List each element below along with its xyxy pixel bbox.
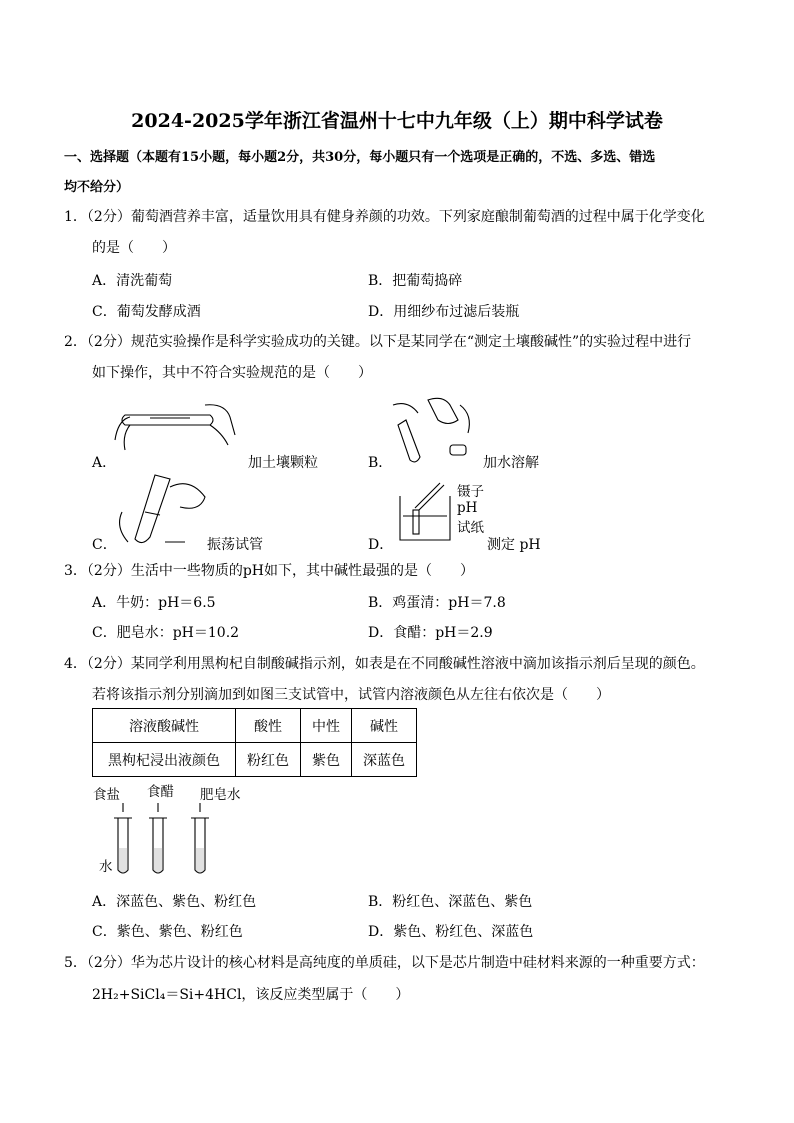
q4-option-c[interactable]: C．紫色、紫色、粉红色 — [92, 924, 243, 940]
tube-label-soap: 肥皂水 — [200, 787, 241, 803]
q3-option-a[interactable]: A．牛奶：pH＝6.5 — [92, 595, 216, 611]
q2-caption-c: 振荡试管 — [207, 537, 263, 553]
water-label: 水 — [99, 859, 113, 875]
section-heading-cont: 均不给分） — [64, 180, 130, 195]
q2-option-d[interactable]: D． — [368, 537, 394, 553]
test-tube-1 — [114, 803, 132, 873]
q1-option-c[interactable]: C．葡萄发酵成酒 — [92, 304, 201, 320]
question-3-stem: 3．（2分）生活中一些物质的pH如下，其中碱性最强的是（ ） — [64, 563, 474, 579]
page-title: 2024-2025学年浙江省温州十七中九年级（上）期中科学试卷 — [131, 110, 663, 132]
q2-caption-d: 测定 pH — [487, 537, 541, 553]
question-1-stem-cont: 的是（ ） — [92, 240, 176, 256]
test-tube-3 — [191, 803, 209, 873]
question-1-stem: 1．（2分）葡萄酒营养丰富，适量饮用具有健身养颜的功效。下列家庭酿制葡萄酒的过程中属于化学变化 — [64, 209, 705, 225]
q2-option-c[interactable]: C． — [92, 537, 117, 553]
add-water-figure — [388, 395, 488, 475]
q2-option-b[interactable]: B． — [368, 455, 393, 471]
tube-label-vinegar: 食醋 — [147, 784, 174, 800]
q3-option-b[interactable]: B．鸡蛋清：pH＝7.8 — [368, 595, 506, 611]
q1-option-a[interactable]: A．清洗葡萄 — [92, 273, 173, 289]
shake-tube-figure — [110, 467, 220, 552]
table-header-cell: 中性 — [301, 709, 352, 743]
q2-caption-a: 加土壤颗粒 — [248, 455, 318, 471]
table-cell: 深蓝色 — [352, 743, 417, 777]
q4-option-a[interactable]: A．深蓝色、紫色、粉红色 — [92, 894, 257, 910]
tweezers-label: 镊子 — [457, 484, 484, 500]
q3-option-c[interactable]: C．肥皂水：pH＝10.2 — [92, 625, 240, 641]
question-4-stem: 4．（2分）某同学利用黑枸杞自制酸碱指示剂，如表是在不同酸碱性溶液中滴加该指示剂后呈现的颜色。 — [64, 656, 705, 672]
ph-label: pH — [457, 500, 478, 516]
q2-caption-b: 加水溶解 — [483, 455, 539, 471]
table-row — [93, 709, 417, 743]
question-5-equation: 2H₂+SiCl₄＝Si+4HCl，该反应类型属于（ ） — [92, 987, 410, 1003]
indicator-color-table — [92, 708, 417, 777]
table-row — [93, 743, 417, 777]
question-2-stem-cont: 如下操作，其中不符合实验规范的是（ ） — [92, 365, 372, 381]
table-header-cell: 酸性 — [236, 709, 301, 743]
q1-option-b[interactable]: B．把葡萄捣碎 — [368, 273, 463, 289]
q2-option-a[interactable]: A． — [92, 455, 117, 471]
ph-test-figure — [395, 478, 455, 548]
table-cell: 黑枸杞浸出液颜色 — [93, 743, 236, 777]
test-tube-2 — [149, 803, 167, 873]
table-cell: 紫色 — [301, 743, 352, 777]
tube-label-salt: 食盐 — [93, 787, 120, 803]
table-header-cell: 溶液酸碱性 — [93, 709, 236, 743]
q1-option-d[interactable]: D．用细纱布过滤后装瓶 — [368, 304, 520, 320]
question-2-stem: 2．（2分）规范实验操作是科学实验成功的关键。以下是某同学在“测定土壤酸碱性”的实验过程中进行 — [64, 334, 692, 350]
test-paper-label: 试纸 — [457, 520, 484, 536]
question-4-stem-cont: 若将该指示剂分别滴加到如图三支试管中，试管内溶液颜色从左往右依次是（ ） — [92, 687, 610, 703]
table-cell: 粉红色 — [236, 743, 301, 777]
table-header-cell: 碱性 — [352, 709, 417, 743]
question-5-stem: 5．（2分）华为芯片设计的核心材料是高纯度的单质硅，以下是芯片制造中硅材料来源的一种重要方式： — [64, 955, 705, 971]
three-test-tubes-figure — [105, 800, 215, 880]
q4-option-b[interactable]: B．粉红色、深蓝色、紫色 — [368, 894, 533, 910]
add-soil-figure — [110, 395, 250, 465]
section-heading: 一、选择题（本题有15小题，每小题2分，共30分，每小题只有一个选项是正确的，不选、多选、错选 — [64, 150, 656, 165]
q3-option-d[interactable]: D．食醋：pH＝2.9 — [368, 625, 493, 641]
q4-option-d[interactable]: D．紫色、粉红色、深蓝色 — [368, 924, 534, 940]
